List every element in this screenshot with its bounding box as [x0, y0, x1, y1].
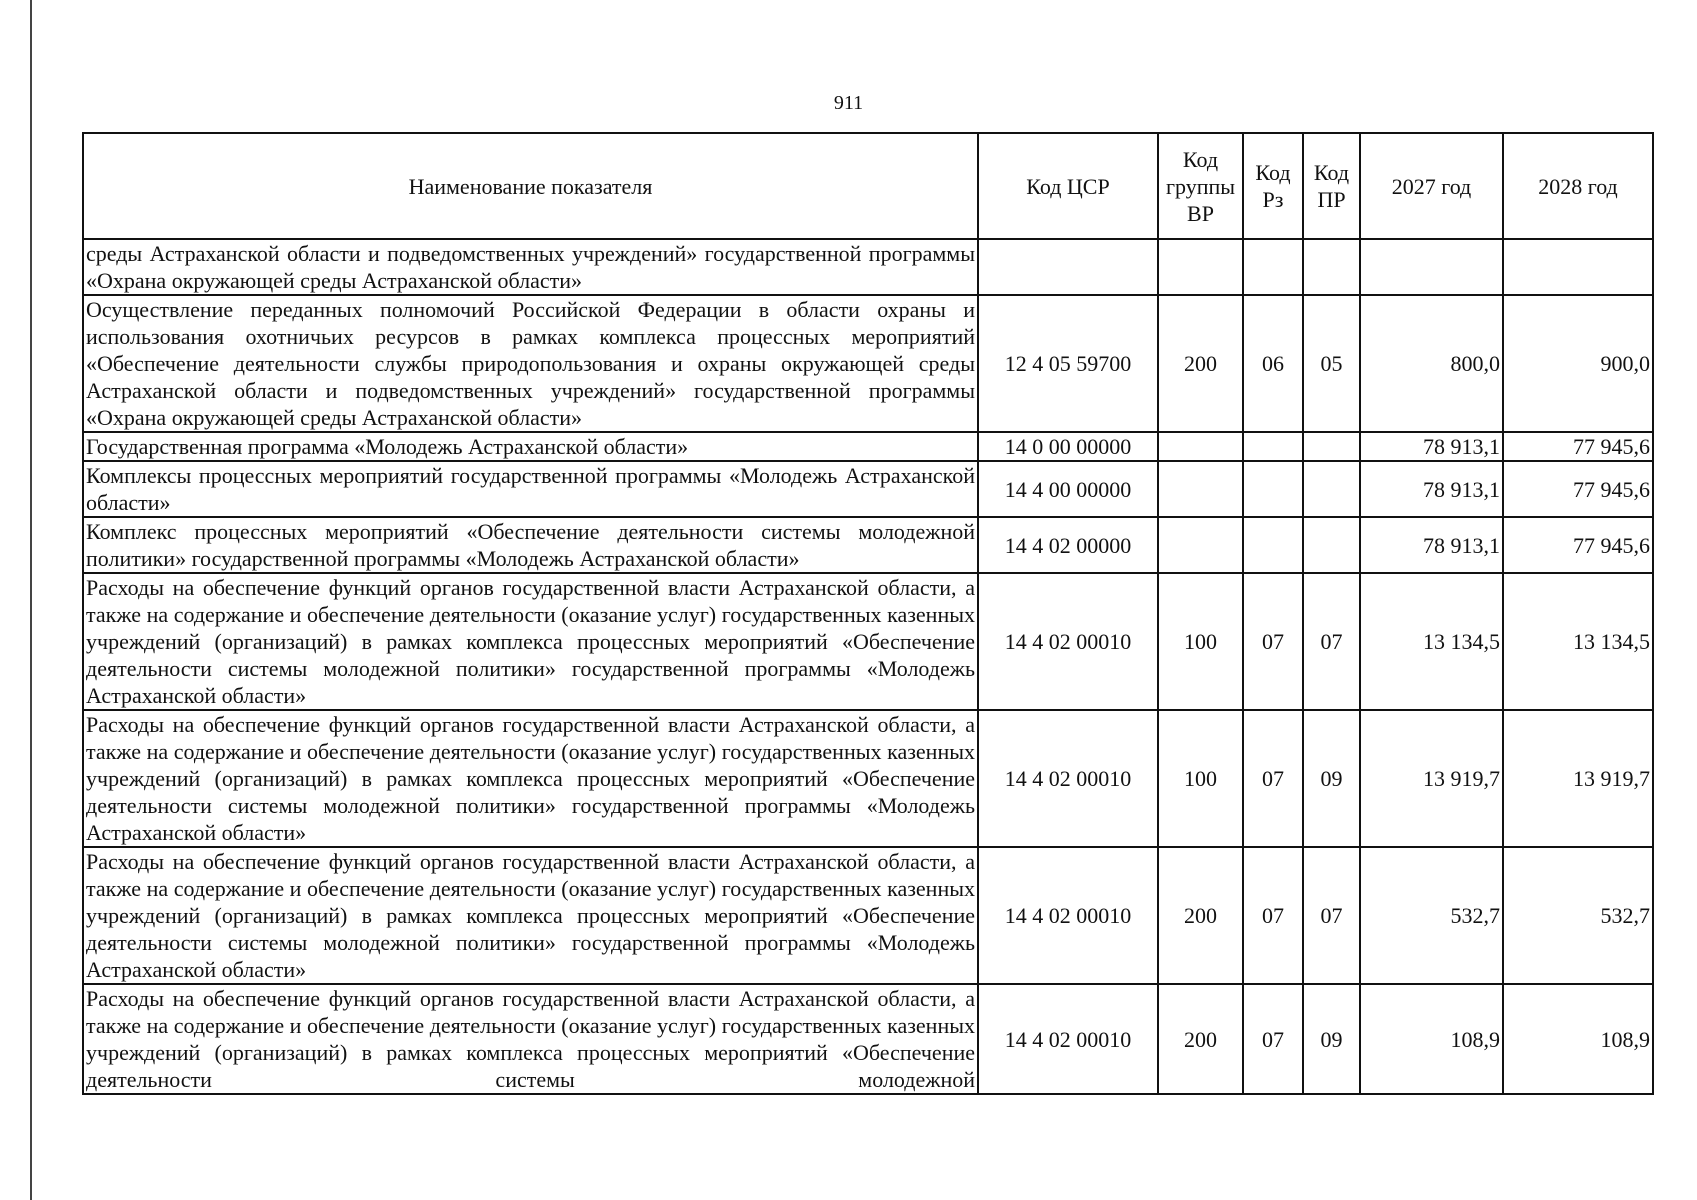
row-2028: 77 945,6 [1503, 432, 1653, 461]
page-number: 911 [833, 92, 864, 114]
row-name: Расходы на обеспечение функций органов государственной власти Астраханской области, а также на содержание и обеспечение деятельности (оказание услуг) государственных казенных учреждений (организаций) в рамках комплекса процессных мероприятий «Обеспечение деятельности системы молодежной политики» государственной программы «Молодежь Астраханской области» [83, 573, 978, 710]
row-vr: 200 [1158, 295, 1243, 432]
header-pr: Код ПР [1303, 133, 1360, 239]
row-csr: 14 4 00 00000 [978, 461, 1158, 517]
table-row [83, 295, 1653, 432]
row-vr [1158, 432, 1243, 461]
table-row [83, 517, 1653, 573]
header-2027: 2027 год [1360, 133, 1503, 239]
row-name: Государственная программа «Молодежь Астраханской области» [83, 432, 978, 461]
table-row [83, 461, 1653, 517]
row-2028: 532,7 [1503, 847, 1653, 984]
budget-table [82, 132, 1654, 1095]
table-row [83, 984, 1653, 1094]
row-rz: 07 [1243, 984, 1303, 1094]
row-csr: 14 4 02 00010 [978, 984, 1158, 1094]
table-row [83, 710, 1653, 847]
row-name: Расходы на обеспечение функций органов государственной власти Астраханской области, а также на содержание и обеспечение деятельности (оказание услуг) государственных казенных учреждений (организаций) в рамках комплекса процессных мероприятий «Обеспечение деятельности системы молодежной политики» государственной программы «Молодежь Астраханской области» [83, 710, 978, 847]
row-vr: 100 [1158, 573, 1243, 710]
row-2027: 13 919,7 [1360, 710, 1503, 847]
row-2028: 13 919,7 [1503, 710, 1653, 847]
row-name: Расходы на обеспечение функций органов государственной власти Астраханской области, а также на содержание и обеспечение деятельности (оказание услуг) государственных казенных учреждений (организаций) в рамках комплекса процессных мероприятий «Обеспечение деятельности системы молодежной [83, 984, 978, 1094]
table-header-row [83, 133, 1653, 239]
row-rz [1243, 517, 1303, 573]
row-pr [1303, 432, 1360, 461]
row-pr [1303, 517, 1360, 573]
table-row [83, 573, 1653, 710]
row-vr [1158, 517, 1243, 573]
row-pr [1303, 461, 1360, 517]
row-vr: 100 [1158, 710, 1243, 847]
table-row [83, 847, 1653, 984]
row-pr: 05 [1303, 295, 1360, 432]
row-rz: 07 [1243, 847, 1303, 984]
row-2027: 108,9 [1360, 984, 1503, 1094]
row-csr: 14 4 02 00010 [978, 847, 1158, 984]
row-2027: 532,7 [1360, 847, 1503, 984]
row-csr: 14 0 00 00000 [978, 432, 1158, 461]
row-pr: 09 [1303, 710, 1360, 847]
row-name: Комплексы процессных мероприятий государственной программы «Молодежь Астраханской области» [83, 461, 978, 517]
row-2027 [1360, 239, 1503, 295]
row-vr: 200 [1158, 984, 1243, 1094]
row-pr [1303, 239, 1360, 295]
row-rz: 06 [1243, 295, 1303, 432]
header-rz: Код Рз [1243, 133, 1303, 239]
row-vr [1158, 239, 1243, 295]
row-vr: 200 [1158, 847, 1243, 984]
row-csr [978, 239, 1158, 295]
row-2027: 78 913,1 [1360, 517, 1503, 573]
row-2027: 78 913,1 [1360, 432, 1503, 461]
row-2028: 77 945,6 [1503, 517, 1653, 573]
row-2027: 78 913,1 [1360, 461, 1503, 517]
row-csr: 12 4 05 59700 [978, 295, 1158, 432]
row-2028: 108,9 [1503, 984, 1653, 1094]
table-row [83, 432, 1653, 461]
row-name: среды Астраханской области и подведомственных учреждений» государственной программы «Охрана окружающей среды Астраханской области» [83, 239, 978, 295]
row-name: Комплекс процессных мероприятий «Обеспечение деятельности системы молодежной политики» государственной программы «Молодежь Астраханской области» [83, 517, 978, 573]
row-csr: 14 4 02 00010 [978, 573, 1158, 710]
row-2027: 800,0 [1360, 295, 1503, 432]
row-rz [1243, 239, 1303, 295]
row-2028: 13 134,5 [1503, 573, 1653, 710]
table-row [83, 239, 1653, 295]
row-rz [1243, 432, 1303, 461]
row-name: Осуществление переданных полномочий Российской Федерации в области охраны и использования охотничьих ресурсов в рамках комплекса процессных мероприятий «Обеспечение деятельности службы природопользования и охраны окружающей среды Астраханской области и подведомственных учреждений» государственной программы «Охрана окружающей среды Астраханской области» [83, 295, 978, 432]
row-2027: 13 134,5 [1360, 573, 1503, 710]
row-2028: 77 945,6 [1503, 461, 1653, 517]
row-csr: 14 4 02 00010 [978, 710, 1158, 847]
header-vr: Код группы ВР [1158, 133, 1243, 239]
row-pr: 09 [1303, 984, 1360, 1094]
row-rz: 07 [1243, 573, 1303, 710]
row-pr: 07 [1303, 573, 1360, 710]
row-2028 [1503, 239, 1653, 295]
row-vr [1158, 461, 1243, 517]
row-csr: 14 4 02 00000 [978, 517, 1158, 573]
row-rz [1243, 461, 1303, 517]
scan-edge-line [30, 0, 32, 1200]
row-2028: 900,0 [1503, 295, 1653, 432]
row-pr: 07 [1303, 847, 1360, 984]
header-name: Наименование показателя [83, 133, 978, 239]
header-2028: 2028 год [1503, 133, 1653, 239]
header-csr: Код ЦСР [978, 133, 1158, 239]
row-rz: 07 [1243, 710, 1303, 847]
row-name: Расходы на обеспечение функций органов государственной власти Астраханской области, а также на содержание и обеспечение деятельности (оказание услуг) государственных казенных учреждений (организаций) в рамках комплекса процессных мероприятий «Обеспечение деятельности системы молодежной политики» государственной программы «Молодежь Астраханской области» [83, 847, 978, 984]
